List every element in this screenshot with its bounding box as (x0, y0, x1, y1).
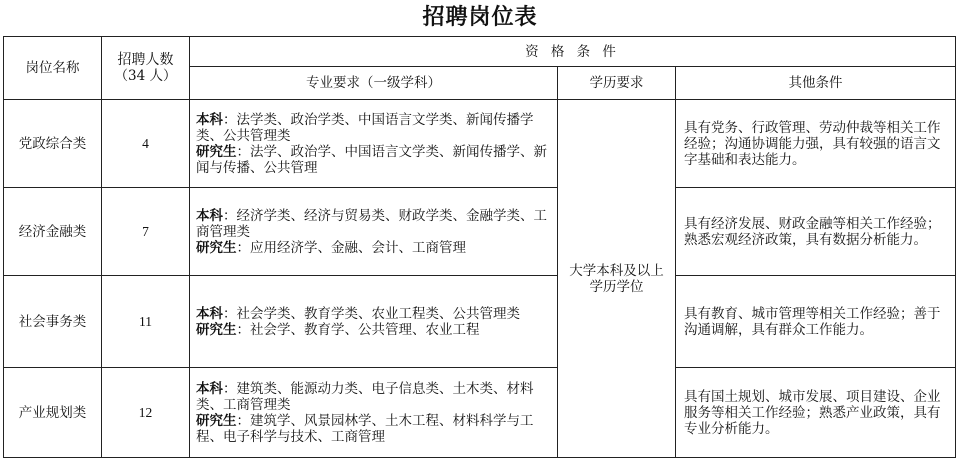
header-qualifications: 资 格 条 件 (190, 37, 956, 67)
header-position-name: 岗位名称 (4, 37, 102, 100)
page-title: 招聘岗位表 (422, 4, 538, 30)
major-requirement (190, 188, 558, 276)
recruit-count: 4 (102, 100, 190, 188)
undergrad-label: 本科 (196, 305, 223, 322)
header-recruit-count (102, 37, 190, 100)
grad-majors: ：应用经济学、金融、会计、工商管理 (236, 239, 466, 256)
undergrad-majors: ：社会学类、教育学类、农业工程类、公共管理类 (223, 305, 520, 322)
table-row (4, 188, 956, 276)
grad-label: 研究生 (196, 412, 237, 429)
other-conditions: 具有国土规划、城市发展、项目建设、企业服务等相关工作经验；熟悉产业政策，具有专业分析能力。 (676, 368, 956, 458)
other-conditions: 具有教育、城市管理等相关工作经验；善于沟通调解，具有群众工作能力。 (676, 276, 956, 368)
undergrad-label: 本科 (196, 380, 223, 397)
major-requirement (190, 368, 558, 458)
header-recruit-count-label: 招聘人数 (117, 52, 174, 68)
recruit-count: 11 (102, 276, 190, 368)
education-requirement: 大学本科及以上学历学位 (558, 100, 676, 458)
undergrad-majors: ：经济学类、经济与贸易类、财政学类、金融学类、工商管理类 (196, 207, 547, 240)
position-name: 产业规划类 (4, 368, 102, 458)
table-row (4, 276, 956, 368)
major-requirement (190, 100, 558, 188)
recruit-count: 12 (102, 368, 190, 458)
recruitment-table (3, 36, 956, 458)
header-major: 专业要求（一级学科） (190, 67, 558, 100)
header-other: 其他条件 (676, 67, 956, 100)
header-recruit-count-total: （34 人） (114, 68, 177, 84)
grad-label: 研究生 (196, 143, 237, 160)
other-conditions: 具有经济发展、财政金融等相关工作经验；熟悉宏观经济政策，具有数据分析能力。 (676, 188, 956, 276)
undergrad-label: 本科 (196, 111, 223, 128)
grad-label: 研究生 (196, 239, 237, 256)
grad-majors: ：法学、政治学、中国语言文学类、新闻传播学、新闻与传播、公共管理 (196, 143, 547, 176)
position-name: 经济金融类 (4, 188, 102, 276)
undergrad-majors: ：建筑类、能源动力类、电子信息类、土木类、材料类、工商管理类 (196, 380, 534, 413)
major-requirement (190, 276, 558, 368)
undergrad-majors: ：法学类、政治学类、中国语言文学类、新闻传播学类、公共管理类 (196, 111, 534, 144)
position-name: 社会事务类 (4, 276, 102, 368)
undergrad-label: 本科 (196, 207, 223, 224)
position-name: 党政综合类 (4, 100, 102, 188)
header-education: 学历要求 (558, 67, 676, 100)
recruit-count: 7 (102, 188, 190, 276)
grad-majors: ：社会学、教育学、公共管理、农业工程 (236, 321, 480, 338)
other-conditions: 具有党务、行政管理、劳动仲裁等相关工作经验；沟通协调能力强，具有较强的语言文字基础和表达能力。 (676, 100, 956, 188)
table-row (4, 100, 956, 188)
grad-label: 研究生 (196, 321, 237, 338)
header-row-1 (4, 37, 956, 67)
table-row (4, 368, 956, 458)
grad-majors: ：建筑学、风景园林学、土木工程、材料科学与工程、电子科学与技术、工商管理 (196, 412, 534, 445)
